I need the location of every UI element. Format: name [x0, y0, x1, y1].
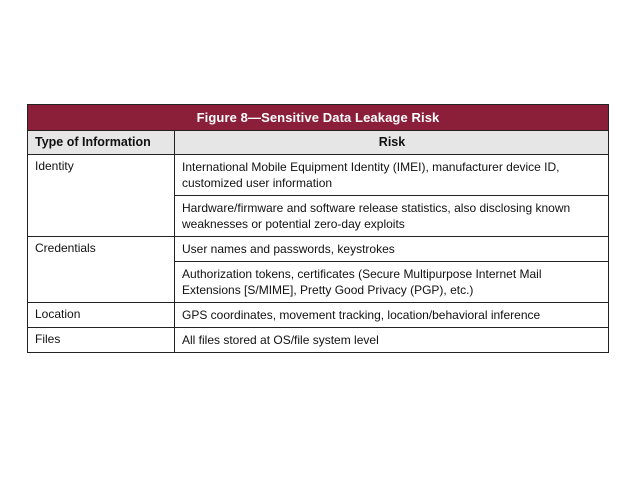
risk-cell: Hardware/firmware and software release statistics, also disclosing known weaknesses or potential zero-day exploits — [175, 196, 609, 237]
table-row — [28, 303, 609, 328]
header-risk: Risk — [175, 131, 609, 155]
risk-cell: Authorization tokens, certificates (Secure Multipurpose Internet Mail Extensions [S/MIME], Pretty Good Privacy (PGP), etc.) — [175, 262, 609, 303]
figure-title: Figure 8—Sensitive Data Leakage Risk — [27, 104, 609, 130]
type-cell-files: Files — [28, 328, 175, 353]
sensitive-data-table — [27, 130, 609, 353]
type-cell-location: Location — [28, 303, 175, 328]
table-header-row — [28, 131, 609, 155]
risk-cell: GPS coordinates, movement tracking, location/behavioral inference — [175, 303, 609, 328]
table-row — [28, 155, 609, 196]
type-cell-identity: Identity — [28, 155, 175, 237]
table-row — [28, 237, 609, 262]
type-cell-credentials: Credentials — [28, 237, 175, 303]
risk-cell: International Mobile Equipment Identity (IMEI), manufacturer device ID, customized user information — [175, 155, 609, 196]
header-type-of-information: Type of Information — [28, 131, 175, 155]
risk-cell: All files stored at OS/file system level — [175, 328, 609, 353]
table-row — [28, 328, 609, 353]
figure-table-container — [27, 104, 609, 353]
risk-cell: User names and passwords, keystrokes — [175, 237, 609, 262]
